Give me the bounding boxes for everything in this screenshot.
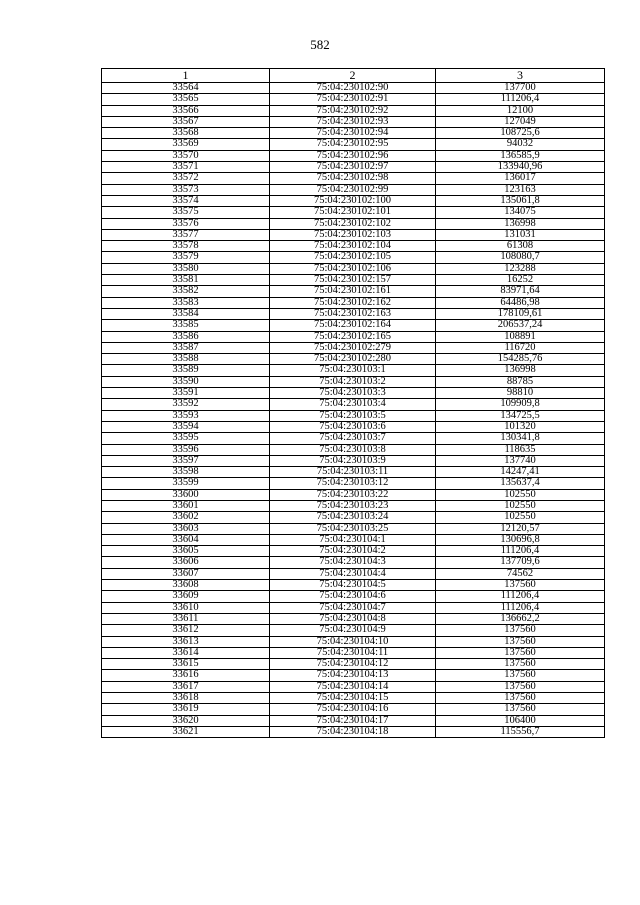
row-number-cell: 33600 (102, 489, 270, 500)
cadastral-number-cell: 75:04:230104:1 (270, 534, 436, 545)
cadastral-number-cell: 75:04:230102:94 (270, 128, 436, 139)
cadastral-number-cell: 75:04:230103:11 (270, 467, 436, 478)
value-cell: 137700 (436, 83, 605, 94)
value-cell: 135061,8 (436, 195, 605, 206)
table-row (102, 500, 605, 511)
cadastral-number-cell: 75:04:230102:165 (270, 331, 436, 342)
cadastral-table (101, 68, 605, 738)
value-cell: 101320 (436, 421, 605, 432)
value-cell: 88785 (436, 376, 605, 387)
cadastral-number-cell: 75:04:230102:101 (270, 207, 436, 218)
column-header-1: 1 (102, 69, 270, 83)
value-cell: 136585,9 (436, 150, 605, 161)
table-row (102, 467, 605, 478)
table-row (102, 286, 605, 297)
value-cell: 130696,8 (436, 534, 605, 545)
row-number-cell: 33604 (102, 534, 270, 545)
value-cell: 136998 (436, 218, 605, 229)
row-number-cell: 33571 (102, 162, 270, 173)
row-number-cell: 33572 (102, 173, 270, 184)
table-row (102, 150, 605, 161)
value-cell: 136998 (436, 365, 605, 376)
table-row (102, 263, 605, 274)
value-cell: 136662,2 (436, 613, 605, 624)
table-row (102, 83, 605, 94)
table-row (102, 636, 605, 647)
cadastral-number-cell: 75:04:230104:17 (270, 715, 436, 726)
column-header-2: 2 (270, 69, 436, 83)
row-number-cell: 33579 (102, 252, 270, 263)
cadastral-number-cell: 75:04:230102:279 (270, 342, 436, 353)
table-row (102, 693, 605, 704)
table-row (102, 647, 605, 658)
table-row (102, 557, 605, 568)
row-number-cell: 33591 (102, 388, 270, 399)
cadastral-number-cell: 75:04:230102:106 (270, 263, 436, 274)
cadastral-number-cell: 75:04:230103:7 (270, 433, 436, 444)
table-header (102, 69, 605, 83)
value-cell: 106400 (436, 715, 605, 726)
value-cell: 111206,4 (436, 602, 605, 613)
table-row (102, 376, 605, 387)
table-row (102, 229, 605, 240)
row-number-cell: 33613 (102, 636, 270, 647)
row-number-cell: 33590 (102, 376, 270, 387)
value-cell: 116720 (436, 342, 605, 353)
row-number-cell: 33618 (102, 693, 270, 704)
row-number-cell: 33603 (102, 523, 270, 534)
row-number-cell: 33592 (102, 399, 270, 410)
table-row (102, 602, 605, 613)
value-cell: 137560 (436, 670, 605, 681)
value-cell: 154285,76 (436, 354, 605, 365)
row-number-cell: 33596 (102, 444, 270, 455)
cadastral-number-cell: 75:04:230104:2 (270, 546, 436, 557)
row-number-cell: 33621 (102, 726, 270, 737)
cadastral-number-cell: 75:04:230102:161 (270, 286, 436, 297)
table-row (102, 625, 605, 636)
row-number-cell: 33565 (102, 94, 270, 105)
value-cell: 98810 (436, 388, 605, 399)
row-number-cell: 33605 (102, 546, 270, 557)
cadastral-number-cell: 75:04:230103:8 (270, 444, 436, 455)
value-cell: 137560 (436, 704, 605, 715)
cadastral-number-cell: 75:04:230104:18 (270, 726, 436, 737)
table-row (102, 207, 605, 218)
cadastral-number-cell: 75:04:230102:105 (270, 252, 436, 263)
table-row (102, 512, 605, 523)
table-row (102, 444, 605, 455)
cadastral-number-cell: 75:04:230102:95 (270, 139, 436, 150)
table-row (102, 116, 605, 127)
value-cell: 137740 (436, 455, 605, 466)
row-number-cell: 33586 (102, 331, 270, 342)
value-cell: 64486,98 (436, 297, 605, 308)
page-number: 582 (310, 37, 330, 52)
cadastral-number-cell: 75:04:230103:9 (270, 455, 436, 466)
row-number-cell: 33582 (102, 286, 270, 297)
cadastral-number-cell: 75:04:230104:8 (270, 613, 436, 624)
row-number-cell: 33609 (102, 591, 270, 602)
row-number-cell: 33575 (102, 207, 270, 218)
cadastral-number-cell: 75:04:230104:7 (270, 602, 436, 613)
value-cell: 111206,4 (436, 591, 605, 602)
row-number-cell: 33567 (102, 116, 270, 127)
table-row (102, 421, 605, 432)
cadastral-number-cell: 75:04:230103:5 (270, 410, 436, 421)
row-number-cell: 33602 (102, 512, 270, 523)
row-number-cell: 33598 (102, 467, 270, 478)
cadastral-number-cell: 75:04:230103:25 (270, 523, 436, 534)
table-row (102, 410, 605, 421)
value-cell: 108891 (436, 331, 605, 342)
cadastral-number-cell: 75:04:230104:12 (270, 659, 436, 670)
value-cell: 83971,64 (436, 286, 605, 297)
table-row (102, 455, 605, 466)
table-row (102, 173, 605, 184)
row-number-cell: 33578 (102, 241, 270, 252)
value-cell: 12100 (436, 105, 605, 116)
cadastral-number-cell: 75:04:230102:162 (270, 297, 436, 308)
table-row (102, 218, 605, 229)
table-row (102, 715, 605, 726)
cadastral-number-cell: 75:04:230102:92 (270, 105, 436, 116)
value-cell: 137560 (436, 681, 605, 692)
row-number-cell: 33588 (102, 354, 270, 365)
cadastral-number-cell: 75:04:230104:14 (270, 681, 436, 692)
cadastral-number-cell: 75:04:230103:22 (270, 489, 436, 500)
value-cell: 131031 (436, 229, 605, 240)
cadastral-number-cell: 75:04:230104:6 (270, 591, 436, 602)
row-number-cell: 33597 (102, 455, 270, 466)
table-row (102, 162, 605, 173)
value-cell: 102550 (436, 512, 605, 523)
row-number-cell: 33581 (102, 275, 270, 286)
table-row (102, 252, 605, 263)
value-cell: 74562 (436, 568, 605, 579)
table-row (102, 354, 605, 365)
value-cell: 137560 (436, 659, 605, 670)
table-row (102, 399, 605, 410)
cadastral-number-cell: 75:04:230102:157 (270, 275, 436, 286)
row-number-cell: 33611 (102, 613, 270, 624)
table-row (102, 591, 605, 602)
value-cell: 102550 (436, 489, 605, 500)
table-row (102, 308, 605, 319)
row-number-cell: 33612 (102, 625, 270, 636)
cadastral-number-cell: 75:04:230102:90 (270, 83, 436, 94)
table-row (102, 275, 605, 286)
cadastral-number-cell: 75:04:230104:16 (270, 704, 436, 715)
table-row (102, 726, 605, 737)
cadastral-number-cell: 75:04:230103:1 (270, 365, 436, 376)
row-number-cell: 33610 (102, 602, 270, 613)
cadastral-number-cell: 75:04:230103:24 (270, 512, 436, 523)
value-cell: 137709,6 (436, 557, 605, 568)
table-row (102, 568, 605, 579)
row-number-cell: 33566 (102, 105, 270, 116)
column-header-3: 3 (436, 69, 605, 83)
cadastral-number-cell: 75:04:230104:5 (270, 580, 436, 591)
row-number-cell: 33584 (102, 308, 270, 319)
value-cell: 111206,4 (436, 94, 605, 105)
table-row (102, 94, 605, 105)
row-number-cell: 33576 (102, 218, 270, 229)
value-cell: 109909,8 (436, 399, 605, 410)
table-row (102, 546, 605, 557)
row-number-cell: 33601 (102, 500, 270, 511)
table-row (102, 184, 605, 195)
table-row (102, 489, 605, 500)
table-row (102, 388, 605, 399)
row-number-cell: 33573 (102, 184, 270, 195)
table-row (102, 613, 605, 624)
value-cell: 108725,6 (436, 128, 605, 139)
cadastral-number-cell: 75:04:230103:2 (270, 376, 436, 387)
row-number-cell: 33574 (102, 195, 270, 206)
value-cell: 12120,57 (436, 523, 605, 534)
table-row (102, 105, 605, 116)
table-row (102, 704, 605, 715)
cadastral-number-cell: 75:04:230102:102 (270, 218, 436, 229)
value-cell: 134725,5 (436, 410, 605, 421)
table-row (102, 365, 605, 376)
value-cell: 94032 (436, 139, 605, 150)
row-number-cell: 33568 (102, 128, 270, 139)
row-number-cell: 33599 (102, 478, 270, 489)
row-number-cell: 33606 (102, 557, 270, 568)
row-number-cell: 33607 (102, 568, 270, 579)
value-cell: 136017 (436, 173, 605, 184)
cadastral-number-cell: 75:04:230102:100 (270, 195, 436, 206)
value-cell: 135637,4 (436, 478, 605, 489)
cadastral-number-cell: 75:04:230102:163 (270, 308, 436, 319)
cadastral-number-cell: 75:04:230104:13 (270, 670, 436, 681)
row-number-cell: 33587 (102, 342, 270, 353)
table-body (102, 83, 605, 738)
value-cell: 137560 (436, 693, 605, 704)
row-number-cell: 33620 (102, 715, 270, 726)
cadastral-number-cell: 75:04:230104:4 (270, 568, 436, 579)
row-number-cell: 33583 (102, 297, 270, 308)
cadastral-number-cell: 75:04:230102:99 (270, 184, 436, 195)
table-row (102, 659, 605, 670)
row-number-cell: 33619 (102, 704, 270, 715)
cadastral-number-cell: 75:04:230102:103 (270, 229, 436, 240)
cadastral-number-cell: 75:04:230103:12 (270, 478, 436, 489)
value-cell: 137560 (436, 636, 605, 647)
value-cell: 123288 (436, 263, 605, 274)
row-number-cell: 33593 (102, 410, 270, 421)
value-cell: 137560 (436, 580, 605, 591)
table-row (102, 523, 605, 534)
row-number-cell: 33580 (102, 263, 270, 274)
cadastral-number-cell: 75:04:230104:10 (270, 636, 436, 647)
table-row (102, 670, 605, 681)
table-row (102, 139, 605, 150)
table-row (102, 534, 605, 545)
cadastral-number-cell: 75:04:230104:11 (270, 647, 436, 658)
value-cell: 127049 (436, 116, 605, 127)
value-cell: 137560 (436, 625, 605, 636)
table-row (102, 241, 605, 252)
header-row (102, 69, 605, 83)
row-number-cell: 33564 (102, 83, 270, 94)
value-cell: 178109,61 (436, 308, 605, 319)
cadastral-number-cell: 75:04:230102:280 (270, 354, 436, 365)
table-row (102, 342, 605, 353)
value-cell: 14247,41 (436, 467, 605, 478)
row-number-cell: 33589 (102, 365, 270, 376)
table-row (102, 681, 605, 692)
table-row (102, 478, 605, 489)
cadastral-number-cell: 75:04:230104:9 (270, 625, 436, 636)
value-cell: 118635 (436, 444, 605, 455)
cadastral-number-cell: 75:04:230103:3 (270, 388, 436, 399)
cadastral-number-cell: 75:04:230103:6 (270, 421, 436, 432)
value-cell: 111206,4 (436, 546, 605, 557)
row-number-cell: 33594 (102, 421, 270, 432)
value-cell: 108080,7 (436, 252, 605, 263)
table-row (102, 433, 605, 444)
cadastral-number-cell: 75:04:230102:97 (270, 162, 436, 173)
value-cell: 133940,96 (436, 162, 605, 173)
row-number-cell: 33577 (102, 229, 270, 240)
table-row (102, 320, 605, 331)
value-cell: 206537,24 (436, 320, 605, 331)
value-cell: 123163 (436, 184, 605, 195)
row-number-cell: 33569 (102, 139, 270, 150)
value-cell: 137560 (436, 647, 605, 658)
table-row (102, 331, 605, 342)
row-number-cell: 33614 (102, 647, 270, 658)
row-number-cell: 33570 (102, 150, 270, 161)
cadastral-number-cell: 75:04:230102:164 (270, 320, 436, 331)
cadastral-number-cell: 75:04:230102:93 (270, 116, 436, 127)
value-cell: 130341,8 (436, 433, 605, 444)
value-cell: 16252 (436, 275, 605, 286)
row-number-cell: 33608 (102, 580, 270, 591)
cadastral-number-cell: 75:04:230103:4 (270, 399, 436, 410)
row-number-cell: 33615 (102, 659, 270, 670)
cadastral-number-cell: 75:04:230102:98 (270, 173, 436, 184)
value-cell: 102550 (436, 500, 605, 511)
cadastral-number-cell: 75:04:230102:104 (270, 241, 436, 252)
value-cell: 61308 (436, 241, 605, 252)
table-row (102, 297, 605, 308)
row-number-cell: 33585 (102, 320, 270, 331)
row-number-cell: 33617 (102, 681, 270, 692)
table-row (102, 128, 605, 139)
table-row (102, 195, 605, 206)
cadastral-number-cell: 75:04:230103:23 (270, 500, 436, 511)
cadastral-number-cell: 75:04:230104:15 (270, 693, 436, 704)
value-cell: 115556,7 (436, 726, 605, 737)
row-number-cell: 33595 (102, 433, 270, 444)
cadastral-number-cell: 75:04:230104:3 (270, 557, 436, 568)
value-cell: 134075 (436, 207, 605, 218)
table-row (102, 580, 605, 591)
cadastral-number-cell: 75:04:230102:96 (270, 150, 436, 161)
row-number-cell: 33616 (102, 670, 270, 681)
cadastral-number-cell: 75:04:230102:91 (270, 94, 436, 105)
